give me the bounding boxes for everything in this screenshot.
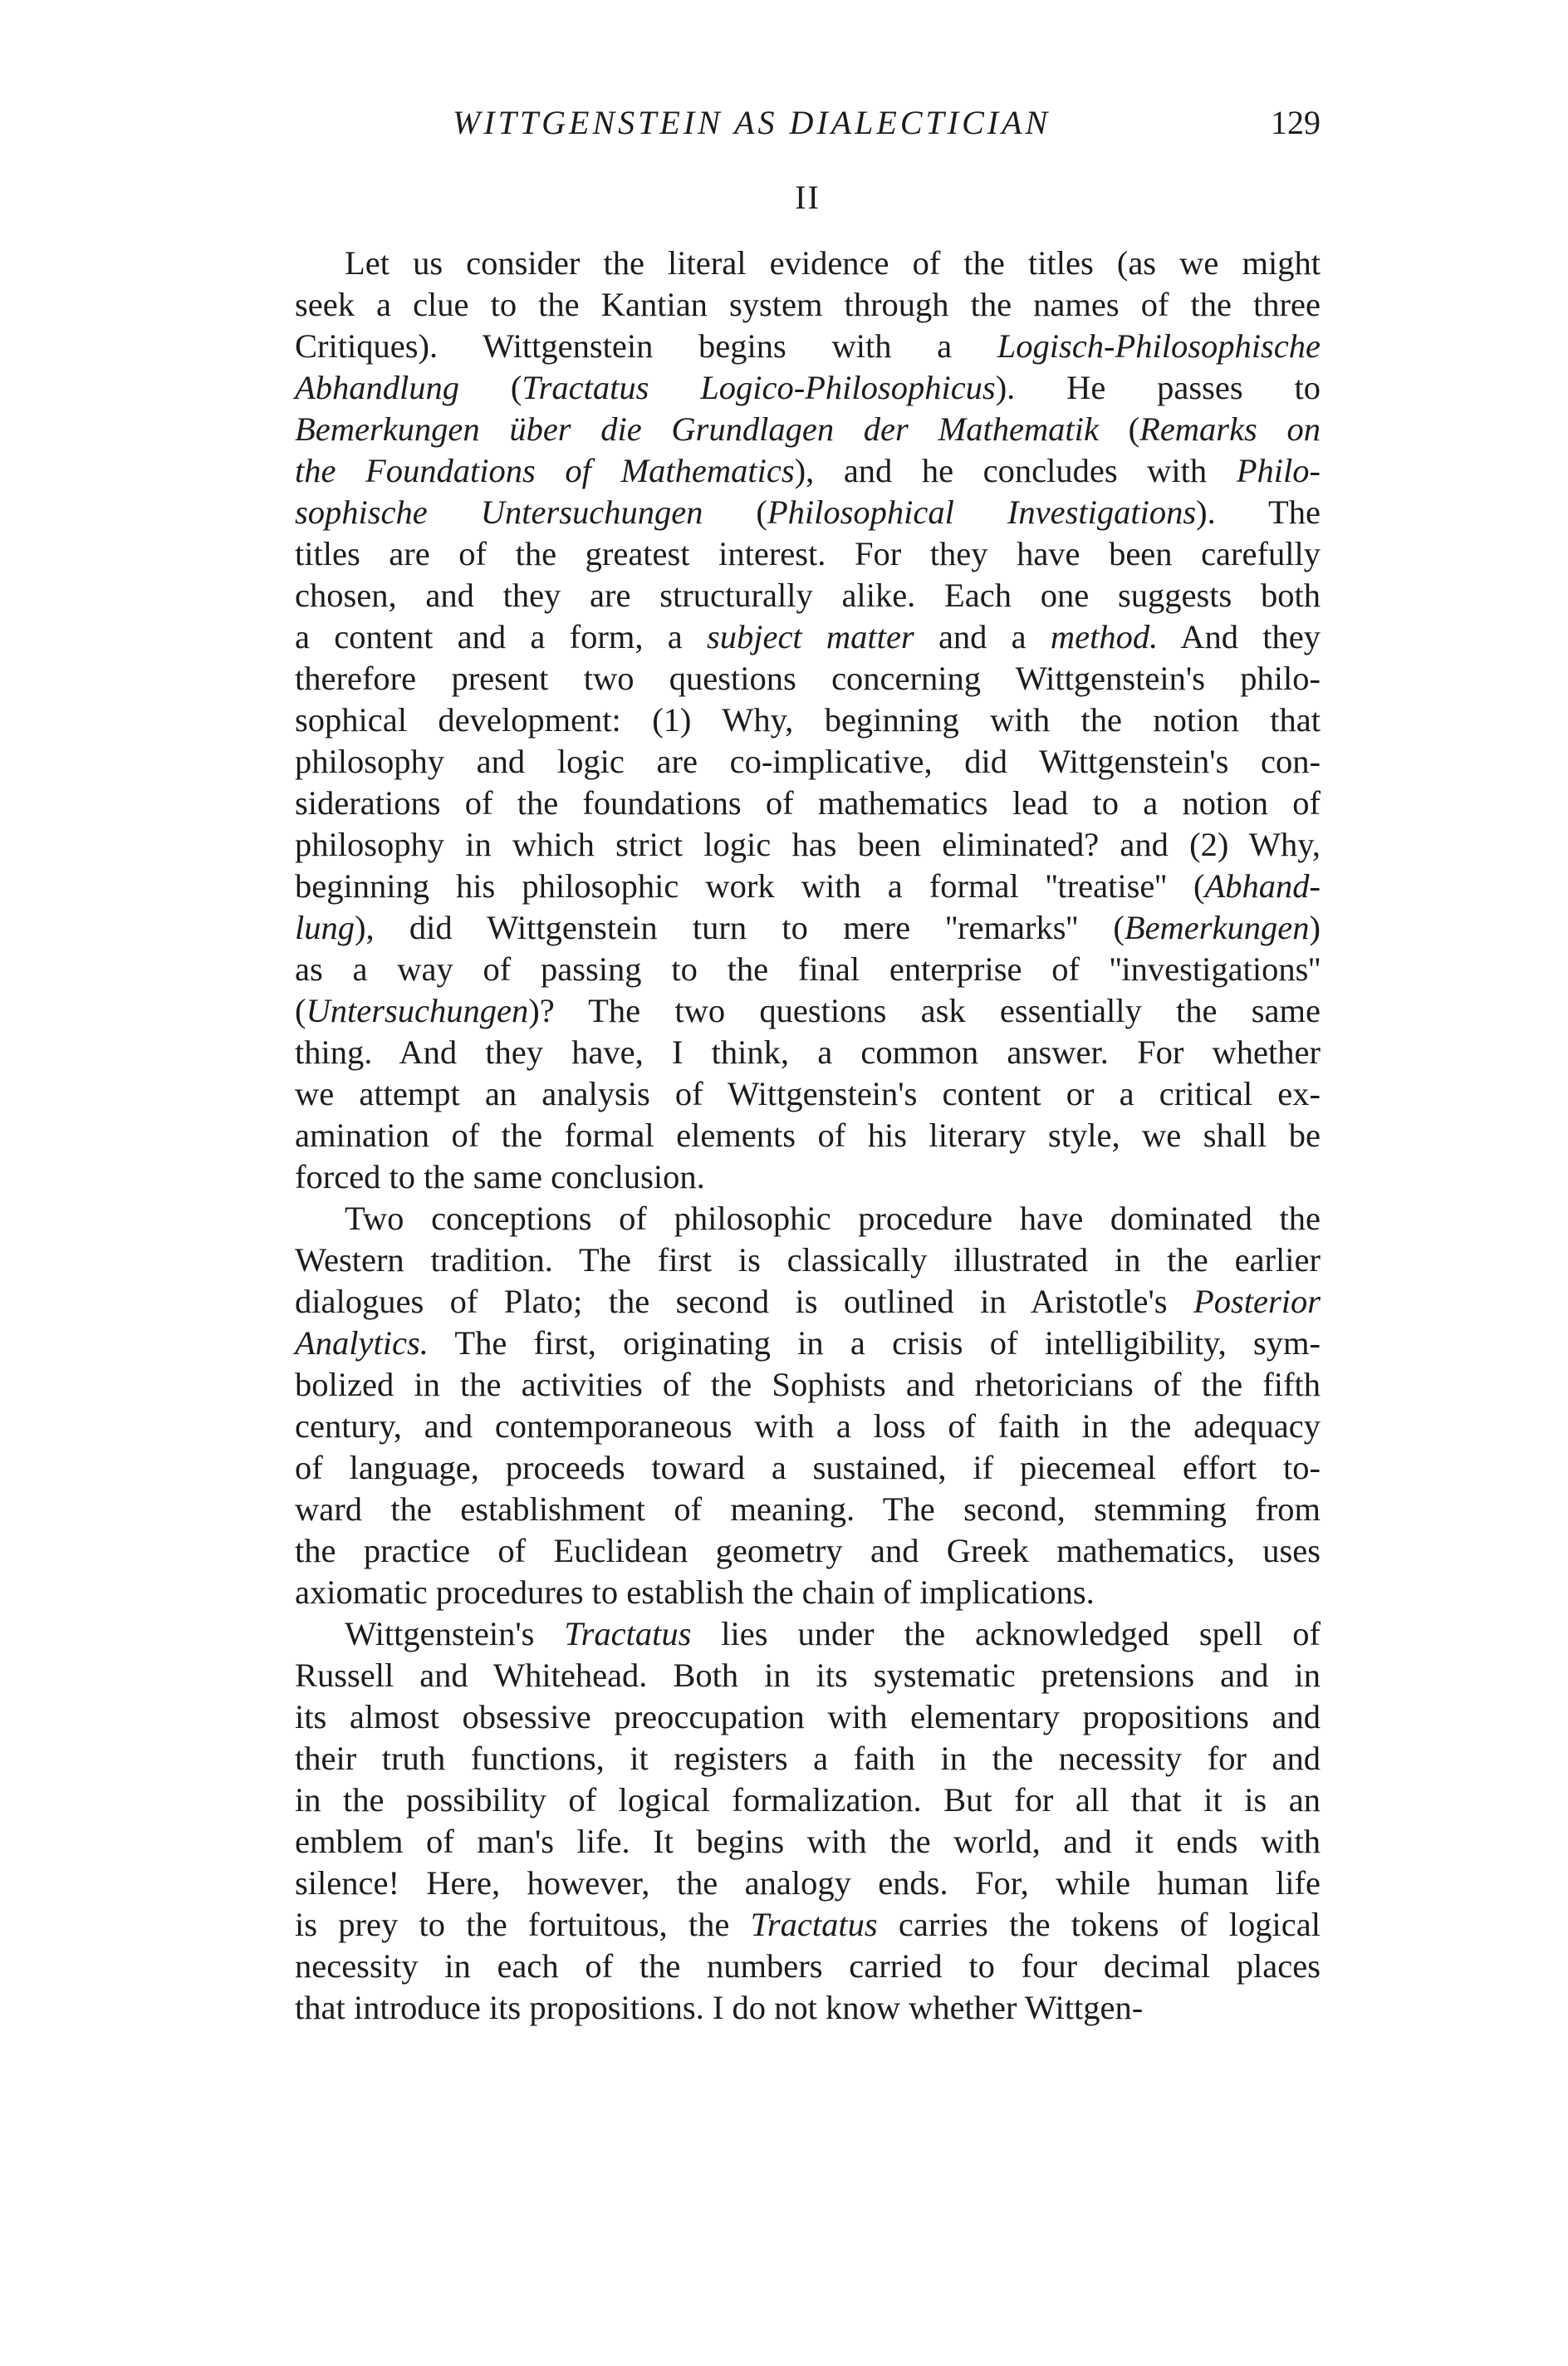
text-line xyxy=(295,326,1321,367)
text-line xyxy=(295,1613,1321,1655)
text-line xyxy=(295,658,1321,699)
italic-text: Philo- xyxy=(1236,452,1321,489)
text-line xyxy=(295,1946,1321,1987)
italic-text: method. xyxy=(1050,618,1159,655)
text-line xyxy=(295,1821,1321,1863)
italic-text: Bemerkungen xyxy=(1124,909,1310,946)
text-line xyxy=(295,1779,1321,1821)
italic-text: Analytics. xyxy=(295,1324,429,1362)
text-span: )? The two questions ask essentially the same xyxy=(528,992,1321,1029)
text-line xyxy=(295,1987,1321,2029)
text-span: beginning his philosophic work with a formal ''treatise'' ( xyxy=(295,867,1205,905)
italic-text: Philosophical Investigations xyxy=(767,493,1197,531)
text-span: therefore present two questions concerning Wittgenstein's philo- xyxy=(295,660,1321,697)
text-line xyxy=(295,1239,1321,1281)
text-line xyxy=(295,1489,1321,1530)
italic-text: the Foundations of Mathematics xyxy=(295,452,795,489)
running-head xyxy=(295,103,1321,153)
page-number: 129 xyxy=(1271,104,1321,141)
text-span: in the possibility of logical formalization. But for all that it is an xyxy=(295,1781,1321,1819)
text-line xyxy=(295,1655,1321,1696)
text-span: Western tradition. The first is classically illustrated in the earlier xyxy=(295,1241,1321,1279)
text-line xyxy=(295,1863,1321,1904)
text-span: thing. And they have, I think, a common answer. For whether xyxy=(295,1033,1321,1071)
text-line xyxy=(295,450,1321,492)
text-span: ( xyxy=(459,369,522,406)
text-span: emblem of man's life. It begins with the world, and it ends with xyxy=(295,1823,1321,1860)
italic-text: Abhand- xyxy=(1204,867,1321,905)
text-span: ), did Wittgenstein turn to mere ''remarks'' ( xyxy=(355,909,1125,946)
text-span: The first, originating in a crisis of intelligibility, sym- xyxy=(428,1324,1321,1362)
text-span: Let us consider the literal evidence of the titles (as we might xyxy=(345,244,1321,282)
text-line xyxy=(295,575,1321,616)
text-span: ward the establishment of meaning. The second, stemming from xyxy=(295,1490,1321,1528)
text-span: lies under the acknowledged spell of xyxy=(691,1615,1321,1652)
text-span: and a xyxy=(914,618,1051,655)
text-line xyxy=(295,783,1321,824)
text-line xyxy=(295,1530,1321,1572)
text-span: philosophy in which strict logic has been eliminated? and (2) Why, xyxy=(295,826,1321,863)
text-span: that introduce its propositions. I do not know whether Wittgen- xyxy=(295,1989,1144,2026)
text-span: ( xyxy=(703,493,767,531)
text-span: amination of the formal elements of his literary style, we shall be xyxy=(295,1117,1321,1154)
italic-text: Bemerkungen über die Grundlagen der Mathematik xyxy=(295,410,1099,448)
text-span: sophical development: (1) Why, beginning with the notion that xyxy=(295,701,1321,739)
italic-text: Posterior xyxy=(1193,1283,1321,1320)
text-span: ). He passes to xyxy=(995,369,1321,406)
text-line xyxy=(295,1032,1321,1073)
running-title: WITTGENSTEIN AS DIALECTICIAN xyxy=(453,104,1051,141)
text-span: is prey to the fortuitous, the xyxy=(295,1906,751,1943)
text-span: their truth functions, it registers a faith in the necessity for and xyxy=(295,1740,1321,1777)
italic-text: Abhandlung xyxy=(295,369,459,406)
text-span: we attempt an analysis of Wittgenstein's content or a critical ex- xyxy=(295,1075,1321,1112)
text-span: century, and contemporaneous with a loss of faith in the adequacy xyxy=(295,1407,1321,1445)
italic-text: Untersuchungen xyxy=(306,992,529,1029)
italic-text: Logisch-Philosophische xyxy=(997,327,1321,365)
text-line xyxy=(295,1073,1321,1115)
text-span: titles are of the greatest interest. For they have been carefully xyxy=(295,535,1321,572)
text-span: the practice of Euclidean geometry and Greek mathematics, uses xyxy=(295,1532,1321,1569)
text-line xyxy=(295,492,1321,533)
text-line xyxy=(295,1696,1321,1738)
text-line xyxy=(295,1156,1321,1198)
text-span: Two conceptions of philosophic procedure have dominated the xyxy=(345,1200,1321,1237)
text-span: forced to the same conclusion. xyxy=(295,1158,705,1195)
text-span: necessity in each of the numbers carried to four decimal places xyxy=(295,1947,1321,1985)
text-line xyxy=(295,1323,1321,1364)
text-span: as a way of passing to the final enterprise of ''investigations'' xyxy=(295,950,1321,988)
text-span: carries the tokens of logical xyxy=(877,1906,1321,1943)
text-line xyxy=(295,243,1321,284)
text-line xyxy=(295,533,1321,575)
italic-text: Remarks on xyxy=(1139,410,1321,448)
text-span: seek a clue to the Kantian system through the names of the three xyxy=(295,286,1321,323)
text-span: philosophy and logic are co-implicative, did Wittgenstein's con- xyxy=(295,743,1321,780)
text-span: Wittgenstein's xyxy=(345,1615,565,1652)
italic-text: Tractatus xyxy=(564,1615,692,1652)
section-numeral: II xyxy=(795,179,821,216)
text-line xyxy=(295,616,1321,658)
text-line xyxy=(295,1904,1321,1946)
italic-text: sophische Untersuchungen xyxy=(295,493,703,531)
text-span: of language, proceeds toward a sustained, if piecemeal effort to- xyxy=(295,1449,1321,1486)
text-line xyxy=(295,824,1321,866)
text-span: siderations of the foundations of mathematics lead to a notion of xyxy=(295,784,1321,822)
text-line xyxy=(295,1406,1321,1447)
text-span: ( xyxy=(1098,410,1140,448)
text-line xyxy=(295,866,1321,907)
text-span: bolized in the activities of the Sophists and rhetoricians of the fifth xyxy=(295,1366,1321,1403)
text-line xyxy=(295,1115,1321,1156)
italic-text: Tractatus xyxy=(750,1906,878,1943)
text-span: Russell and Whitehead. Both in its systematic pretensions and in xyxy=(295,1657,1321,1694)
italic-text: Tractatus Logico-Philosophicus xyxy=(522,369,996,406)
text-span: dialogues of Plato; the second is outlined in Aristotle's xyxy=(295,1283,1193,1320)
body-text xyxy=(295,243,1321,2029)
italic-text: subject matter xyxy=(706,618,914,655)
text-line xyxy=(295,949,1321,990)
text-span: And they xyxy=(1158,618,1321,655)
text-span: a content and a form, a xyxy=(295,618,707,655)
text-line xyxy=(295,699,1321,741)
text-line xyxy=(295,367,1321,409)
text-line xyxy=(295,1572,1321,1613)
text-span: ), and he concludes with xyxy=(794,452,1237,489)
text-line xyxy=(295,1447,1321,1489)
text-span: silence! Here, however, the analogy ends. For, while human life xyxy=(295,1864,1321,1902)
text-line xyxy=(295,990,1321,1032)
text-span: ( xyxy=(295,992,306,1029)
text-line xyxy=(295,409,1321,450)
text-line xyxy=(295,1198,1321,1239)
text-span: ) xyxy=(1309,909,1321,946)
italic-text: lung xyxy=(295,909,355,946)
text-span: axiomatic procedures to establish the chain of implications. xyxy=(295,1573,1095,1611)
text-line xyxy=(295,1364,1321,1406)
text-span: chosen, and they are structurally alike. Each one suggests both xyxy=(295,577,1321,614)
text-span: ). The xyxy=(1196,493,1321,531)
text-span: its almost obsessive preoccupation with elementary propositions and xyxy=(295,1698,1321,1735)
text-line xyxy=(295,1281,1321,1323)
text-span: Critiques). Wittgenstein begins with a xyxy=(295,327,997,365)
text-line xyxy=(295,1738,1321,1779)
text-line xyxy=(295,741,1321,783)
text-line xyxy=(295,284,1321,326)
text-line xyxy=(295,907,1321,949)
